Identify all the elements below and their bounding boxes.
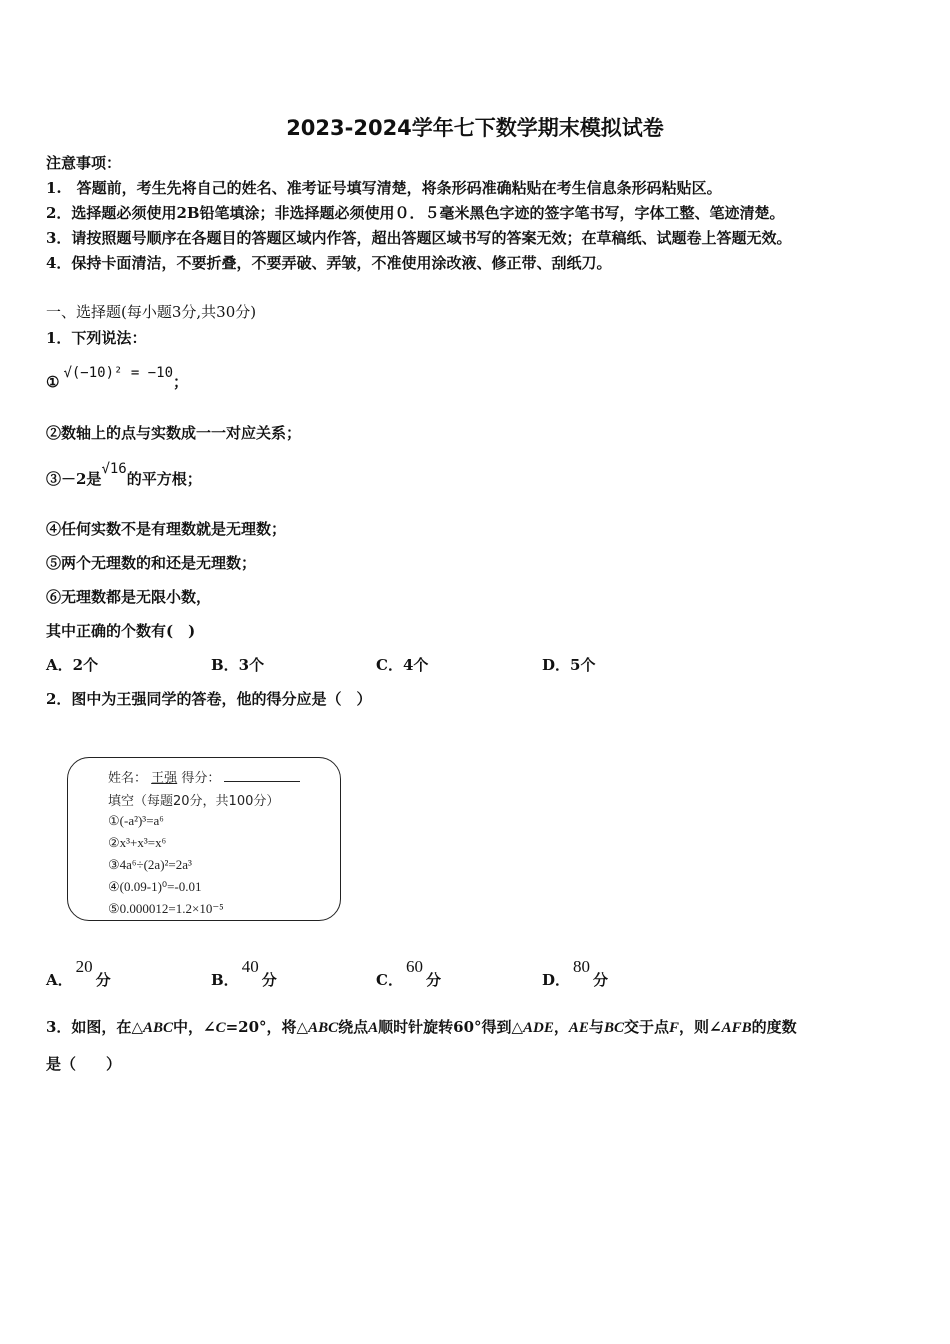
q3-text: ，	[553, 1018, 569, 1036]
q3-text: ，则∠	[678, 1018, 722, 1036]
name-value: 王强	[151, 771, 178, 786]
statement-3-formula: √16	[101, 461, 127, 477]
score-blank	[224, 769, 300, 782]
q3-var: F	[668, 1020, 679, 1036]
q1-option-d[interactable]: D．5个	[542, 656, 596, 674]
q1-option-a[interactable]: A．2个	[46, 656, 99, 674]
statement-5: ⑤两个无理数的和还是无理数；	[46, 554, 257, 572]
question-1-stem: 1．下列说法：	[46, 329, 147, 347]
answer-line: ③4a⁶÷(2a)²=2a³	[108, 857, 192, 872]
option-letter: D．	[542, 971, 571, 989]
q2-option-c[interactable]	[376, 957, 441, 990]
q2-option-d[interactable]	[542, 957, 609, 990]
option-number: 60	[405, 957, 423, 976]
q3-var: A	[368, 1020, 379, 1036]
q1-option-c[interactable]: C．4个	[376, 656, 429, 674]
statement-4: ④任何实数不是有理数就是无理数；	[46, 520, 287, 538]
question-1-ask: 其中正确的个数有( )	[46, 622, 196, 640]
statement-2: ②数轴上的点与实数成一一对应关系；	[46, 424, 302, 442]
statement-1	[46, 365, 189, 392]
answer-line: ②x³+x³=x⁶	[108, 835, 167, 850]
statement-6: ⑥无理数都是无限小数，	[46, 588, 212, 606]
q1-option-b[interactable]: B．3个	[211, 656, 265, 674]
statement-3	[46, 461, 202, 489]
q3-var: AE	[568, 1020, 589, 1036]
q3-text: 3．如图，在△	[46, 1018, 143, 1036]
option-letter: C．	[376, 971, 403, 989]
answer-line: ①(-a²)³=a⁶	[108, 813, 164, 828]
notice-item: 1. 答题前，考生先将自己的姓名、准考证号填写清楚，将条形码准确粘贴在考生信息条形码粘贴区。	[46, 179, 722, 197]
q3-text: 的度数	[751, 1018, 797, 1036]
q3-var: ADE	[523, 1020, 554, 1036]
q3-text: 与	[588, 1018, 604, 1036]
answer-sheet-figure	[67, 757, 341, 921]
option-unit: 分	[95, 971, 111, 989]
q3-var: BC	[603, 1020, 624, 1036]
q3-text: 顺时针旋转60°得到△	[378, 1018, 524, 1036]
option-letter: B．	[211, 971, 239, 989]
answer-line: ⑤0.000012=1.2×10⁻⁵	[108, 901, 224, 916]
option-unit: 分	[593, 971, 609, 989]
statement-3-suffix: 的平方根；	[126, 470, 202, 488]
answer-sheet-section: 填空（每题20分，共100分）	[108, 794, 280, 809]
section-heading: 一、选择题(每小题3分,共30分)	[46, 303, 257, 321]
option-number: 80	[573, 957, 591, 976]
answer-sheet-header	[108, 767, 300, 786]
question-2-stem: 2．图中为王强同学的答卷，他的得分应是（ ）	[46, 690, 372, 708]
question-3-stem	[46, 1016, 797, 1037]
statement-1-end: ；	[173, 373, 189, 391]
name-label: 姓名：	[108, 771, 148, 786]
option-unit: 分	[261, 971, 277, 989]
q3-var: ABC	[308, 1020, 339, 1036]
q3-var: ABC	[142, 1020, 173, 1036]
notice-item: 2．选择题必须使用2B铅笔填涂；非选择题必须使用０．５毫米黑色字迹的签字笔书写，字体工整、笔迹清楚。	[46, 204, 785, 222]
option-number: 20	[75, 957, 93, 976]
q3-var: C	[215, 1020, 226, 1036]
q3-var: AFB	[721, 1020, 752, 1036]
q3-text: 中，∠	[173, 1018, 216, 1036]
option-number: 40	[241, 957, 259, 976]
notice-item: 4．保持卡面清洁，不要折叠，不要弄破、弄皱，不准使用涂改液、修正带、刮纸刀。	[46, 254, 612, 272]
q3-text: 绕点	[338, 1018, 369, 1036]
option-unit: 分	[425, 971, 441, 989]
statement-3-prefix: ③－2是	[46, 470, 102, 488]
notice-item: 3．请按照题号顺序在各题目的答题区域内作答，超出答题区域书写的答案无效；在草稿纸、试题卷上答题无效。	[46, 229, 792, 247]
option-letter: A．	[46, 971, 73, 989]
q3-text: =20°，将△	[225, 1018, 309, 1036]
score-label: 得分：	[181, 771, 221, 786]
answer-line: ④(0.09-1)⁰=-0.01	[108, 879, 202, 894]
question-3-stem-cont: 是（ ）	[46, 1055, 122, 1073]
statement-1-formula: √(−10)² = −10	[63, 365, 174, 381]
notice-heading: 注意事项：	[46, 154, 122, 172]
statement-1-number: ①	[46, 373, 60, 391]
q2-option-b[interactable]	[211, 957, 277, 990]
q3-text: 交于点	[623, 1018, 669, 1036]
q2-option-a[interactable]	[46, 957, 111, 990]
page-title: 2023-2024学年七下数学期末模拟试卷	[286, 116, 664, 140]
